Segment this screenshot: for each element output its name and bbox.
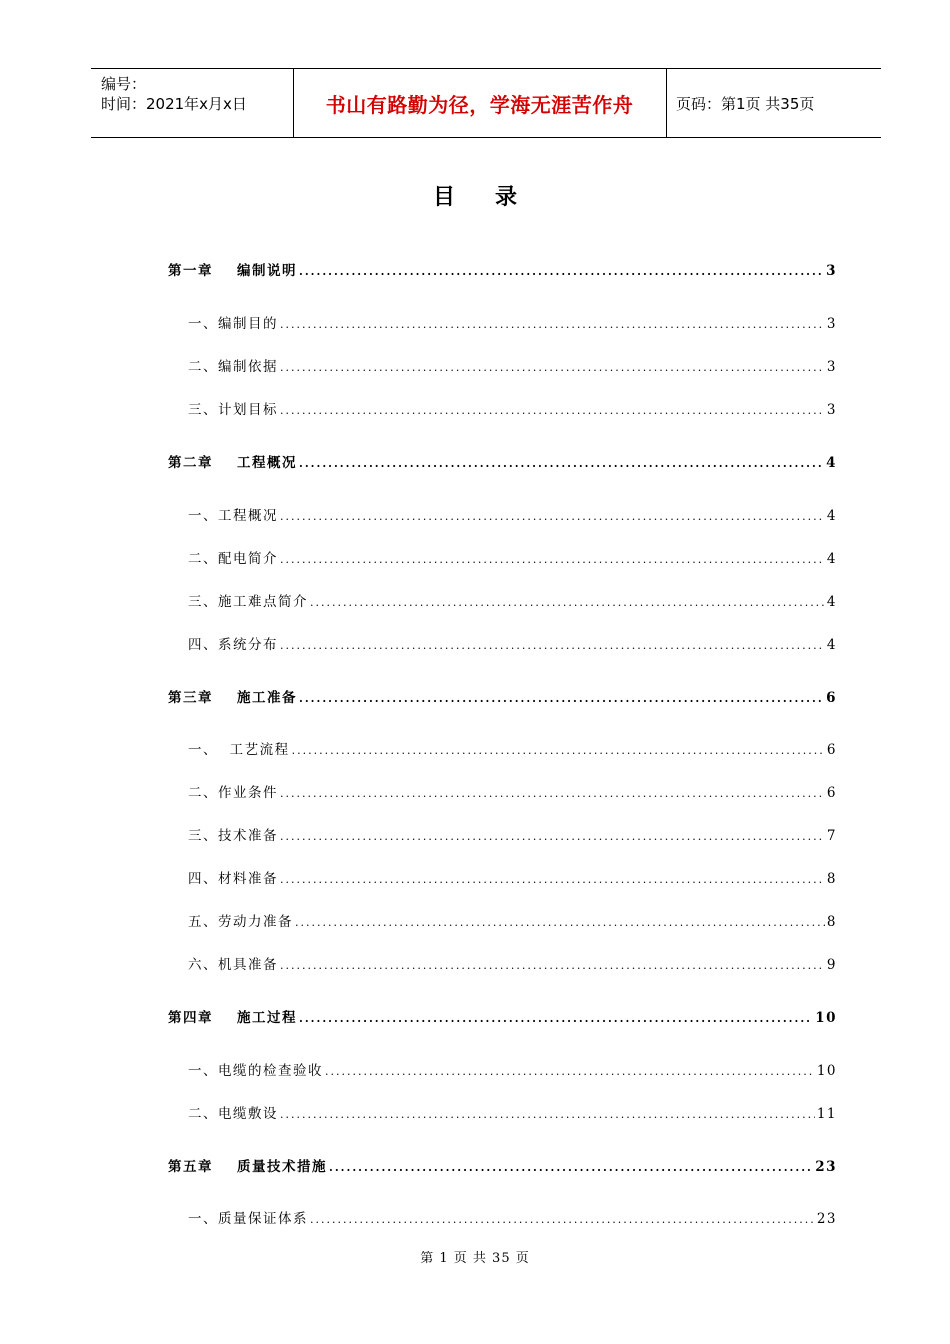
toc-entry-title: 一、 工艺流程 [188, 742, 290, 758]
toc-page-number: 4 [826, 594, 837, 610]
toc-entry-title: 四、材料准备 [188, 871, 278, 887]
toc-entry-title: 一、编制目的 [188, 316, 278, 332]
toc-dot-leader [329, 1161, 813, 1174]
toc-page-number: 23 [815, 1159, 837, 1175]
toc-page-number: 7 [826, 828, 837, 844]
toc-dot-leader [280, 318, 825, 331]
toc-section-entry[interactable] [168, 781, 837, 801]
toc-entry-title: 施工过程 [237, 1010, 297, 1026]
toc-dot-leader [280, 510, 825, 523]
header-motto: 书山有路勤为径，学海无涯苦作舟 [325, 93, 634, 117]
toc-section-entry[interactable] [168, 355, 837, 375]
toc-entry-title: 三、技术准备 [188, 828, 278, 844]
toc-dot-leader [280, 873, 825, 886]
toc-chapter-entry[interactable] [168, 686, 837, 706]
toc-dot-leader [310, 1213, 815, 1226]
toc-dot-leader [280, 404, 825, 417]
toc-dot-leader [310, 596, 825, 609]
toc-chapter-entry[interactable] [168, 451, 837, 471]
toc-page-number: 8 [826, 914, 837, 930]
toc-entry-title: 三、施工难点简介 [188, 594, 308, 610]
toc-chapter-entry[interactable] [168, 259, 837, 279]
toc-page-number: 4 [826, 508, 837, 524]
toc-dot-leader [280, 959, 825, 972]
toc-section-entry[interactable] [168, 547, 837, 567]
toc-entry-title: 二、编制依据 [188, 359, 278, 375]
toc-section-entry[interactable] [168, 867, 837, 887]
toc-entry-title: 一、质量保证体系 [188, 1211, 308, 1227]
toc-page-number: 10 [815, 1010, 837, 1026]
document-header [91, 68, 881, 138]
toc-page-number: 3 [826, 263, 837, 279]
toc-section-entry[interactable] [168, 910, 837, 930]
toc-page-number: 3 [826, 359, 837, 375]
toc-section-entry[interactable] [168, 312, 837, 332]
toc-entry-title: 五、劳动力准备 [188, 914, 293, 930]
toc-chapter-entry[interactable] [168, 1155, 837, 1175]
header-motto-cell [293, 69, 667, 137]
toc-entry-title: 质量技术措施 [237, 1159, 327, 1175]
toc-chapter-number: 第二章 [168, 455, 213, 471]
document-number-label: 编号： [101, 75, 147, 93]
toc-section-entry[interactable] [168, 953, 837, 973]
header-info-cell [91, 69, 294, 137]
toc-dot-leader [299, 1012, 813, 1025]
toc-chapter-number: 第一章 [168, 263, 213, 279]
toc-entry-title: 二、电缆敷设 [188, 1106, 278, 1122]
toc-section-entry[interactable] [168, 738, 837, 758]
toc-page-number: 8 [826, 871, 837, 887]
toc-entry-title: 一、电缆的检查验收 [188, 1063, 323, 1079]
toc-section-entry[interactable] [168, 1059, 837, 1079]
toc-dot-leader [295, 916, 825, 929]
toc-section-entry[interactable] [168, 1102, 837, 1122]
toc-dot-leader [280, 361, 825, 374]
toc-section-entry[interactable] [168, 1207, 837, 1227]
toc-dot-leader [280, 787, 825, 800]
toc-dot-leader [299, 265, 824, 278]
toc-dot-leader [280, 1108, 815, 1121]
toc-dot-leader [299, 457, 824, 470]
page-footer: 第 1 页 共 35 页 [420, 1251, 530, 1266]
toc-entry-title: 三、计划目标 [188, 402, 278, 418]
toc-entry-title: 四、系统分布 [188, 637, 278, 653]
toc-dot-leader [292, 744, 825, 757]
toc-page-number: 23 [816, 1211, 837, 1227]
toc-section-entry[interactable] [168, 824, 837, 844]
toc-entry-title: 工程概况 [237, 455, 297, 471]
toc-chapter-number: 第四章 [168, 1010, 213, 1026]
toc-entry-title: 一、工程概况 [188, 508, 278, 524]
toc-section-entry[interactable] [168, 398, 837, 418]
toc-page-number: 6 [826, 785, 837, 801]
toc-title: 目录 [432, 184, 557, 210]
toc-page-number: 4 [826, 455, 837, 471]
toc-page-number: 4 [826, 637, 837, 653]
toc-dot-leader [325, 1065, 815, 1078]
toc-section-entry[interactable] [168, 504, 837, 524]
toc-chapter-number: 第三章 [168, 690, 213, 706]
toc-entry-title: 六、机具准备 [188, 957, 278, 973]
document-time-label: 时间：2021年x月x日 [101, 95, 247, 113]
toc-page-number: 10 [816, 1063, 837, 1079]
toc-dot-leader [280, 639, 825, 652]
toc-section-entry[interactable] [168, 633, 837, 653]
toc-page-number: 6 [826, 690, 837, 706]
toc-entry-title: 二、作业条件 [188, 785, 278, 801]
toc-entry-title: 编制说明 [237, 263, 297, 279]
toc-dot-leader [280, 830, 825, 843]
toc-page-number: 6 [826, 742, 837, 758]
toc-page-number: 11 [816, 1106, 837, 1122]
header-page-code: 页码：第1页 共35页 [676, 95, 815, 113]
toc-chapter-number: 第五章 [168, 1159, 213, 1175]
toc-page-number: 3 [826, 316, 837, 332]
toc-page-number: 3 [826, 402, 837, 418]
toc-dot-leader [280, 553, 825, 566]
header-page-cell [666, 69, 881, 137]
toc-entry-title: 二、配电简介 [188, 551, 278, 567]
toc-section-entry[interactable] [168, 590, 837, 610]
toc-entry-title: 施工准备 [237, 690, 297, 706]
toc-dot-leader [299, 692, 824, 705]
toc-page-number: 4 [826, 551, 837, 567]
toc-page-number: 9 [826, 957, 837, 973]
toc-chapter-entry[interactable] [168, 1006, 837, 1026]
